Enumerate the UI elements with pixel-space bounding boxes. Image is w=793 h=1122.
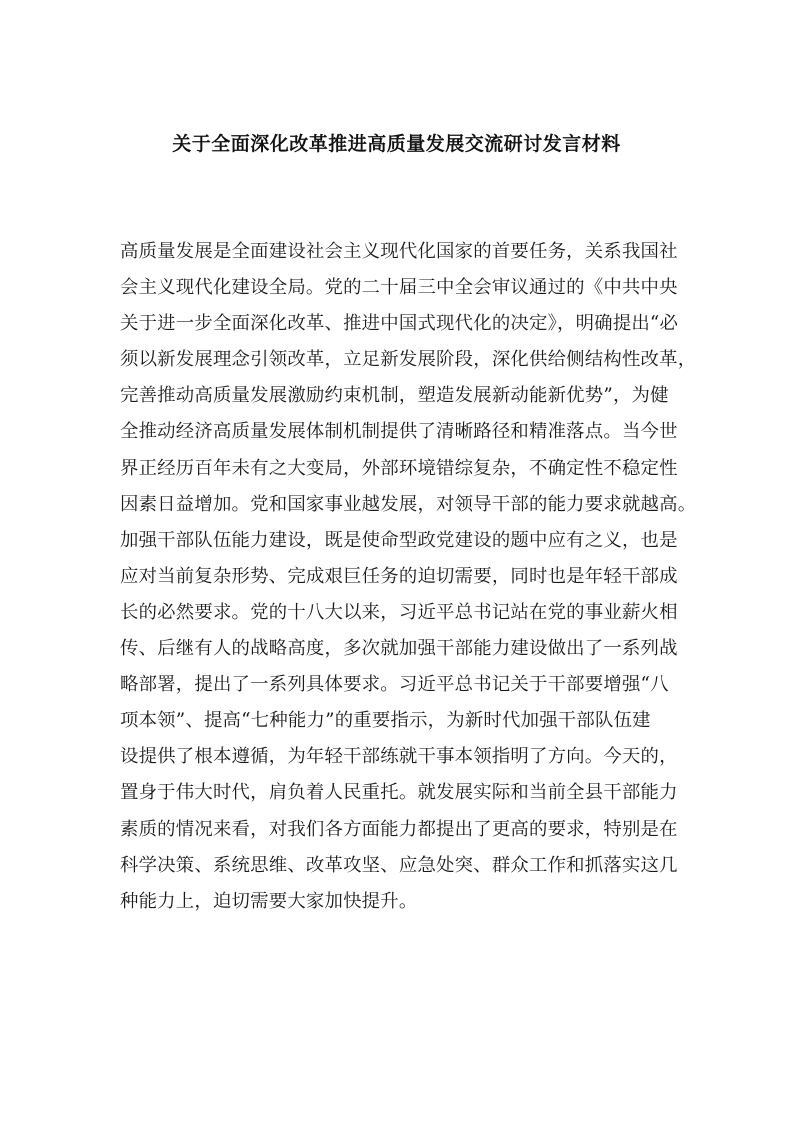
body-line: 应对当前复杂形势、完成艰巨任务的迫切需要，同时也是年轻干部成: [120, 565, 678, 587]
body-line: 略部署，提出了一系列具体要求。习近平总书记关于干部要增强“八: [120, 674, 669, 696]
body-line: 须以新发展理念引领改革，立足新发展阶段，深化供给侧结构性改革，: [120, 349, 697, 371]
body-line: 项本领”、提高“七种能力”的重要指示，为新时代加强干部队伍建: [120, 710, 651, 732]
body-line: 全推动经济高质量发展体制机制提供了清晰路径和精准落点。当今世: [120, 421, 678, 443]
body-line: 种能力上，迫切需要大家加快提升。: [120, 890, 418, 912]
document-title: 关于全面深化改革推进高质量发展交流研讨发言材料: [172, 133, 621, 155]
body-line: 因素日益增加。党和国家事业越发展，对领导干部的能力要求就越高。: [120, 493, 697, 515]
body-line: 加强干部队伍能力建设，既是使命型政党建设的题中应有之义，也是: [120, 529, 678, 551]
body-line: 置身于伟大时代，肩负着人民重托。就发展实际和当前全县干部能力: [120, 782, 678, 804]
body-line: 界正经历百年未有之大变局，外部环境错综复杂，不确定性不稳定性: [120, 457, 678, 479]
body-line: 科学决策、系统思维、改革攻坚、应急处突、群众工作和抓落实这几: [120, 854, 678, 876]
body-line: 高质量发展是全面建设社会主义现代化国家的首要任务，关系我国社: [120, 241, 678, 262]
body-line: 长的必然要求。党的十八大以来，习近平总书记站在党的事业薪火相: [120, 601, 678, 623]
document-body-paragraph: [120, 234, 697, 920]
body-line: 素质的情况来看，对我们各方面能力都提出了更高的要求，特别是在: [120, 818, 678, 840]
body-line: 关于进一步全面深化改革、推进中国式现代化的决定》，明确提出“必: [120, 313, 679, 335]
body-line: 传、后继有人的战略高度，多次就加强干部能力建设做出了一系列战: [120, 638, 678, 660]
body-line: 会主义现代化建设全局。党的二十届三中全会审议通过的《中共中央: [120, 277, 678, 299]
body-line: 设提供了根本遵循，为年轻干部练就干事本领指明了方向。今天的，: [120, 746, 678, 768]
body-line: 完善推动高质量发展激励约束机制，塑造发展新动能新优势”，为健: [120, 385, 669, 407]
